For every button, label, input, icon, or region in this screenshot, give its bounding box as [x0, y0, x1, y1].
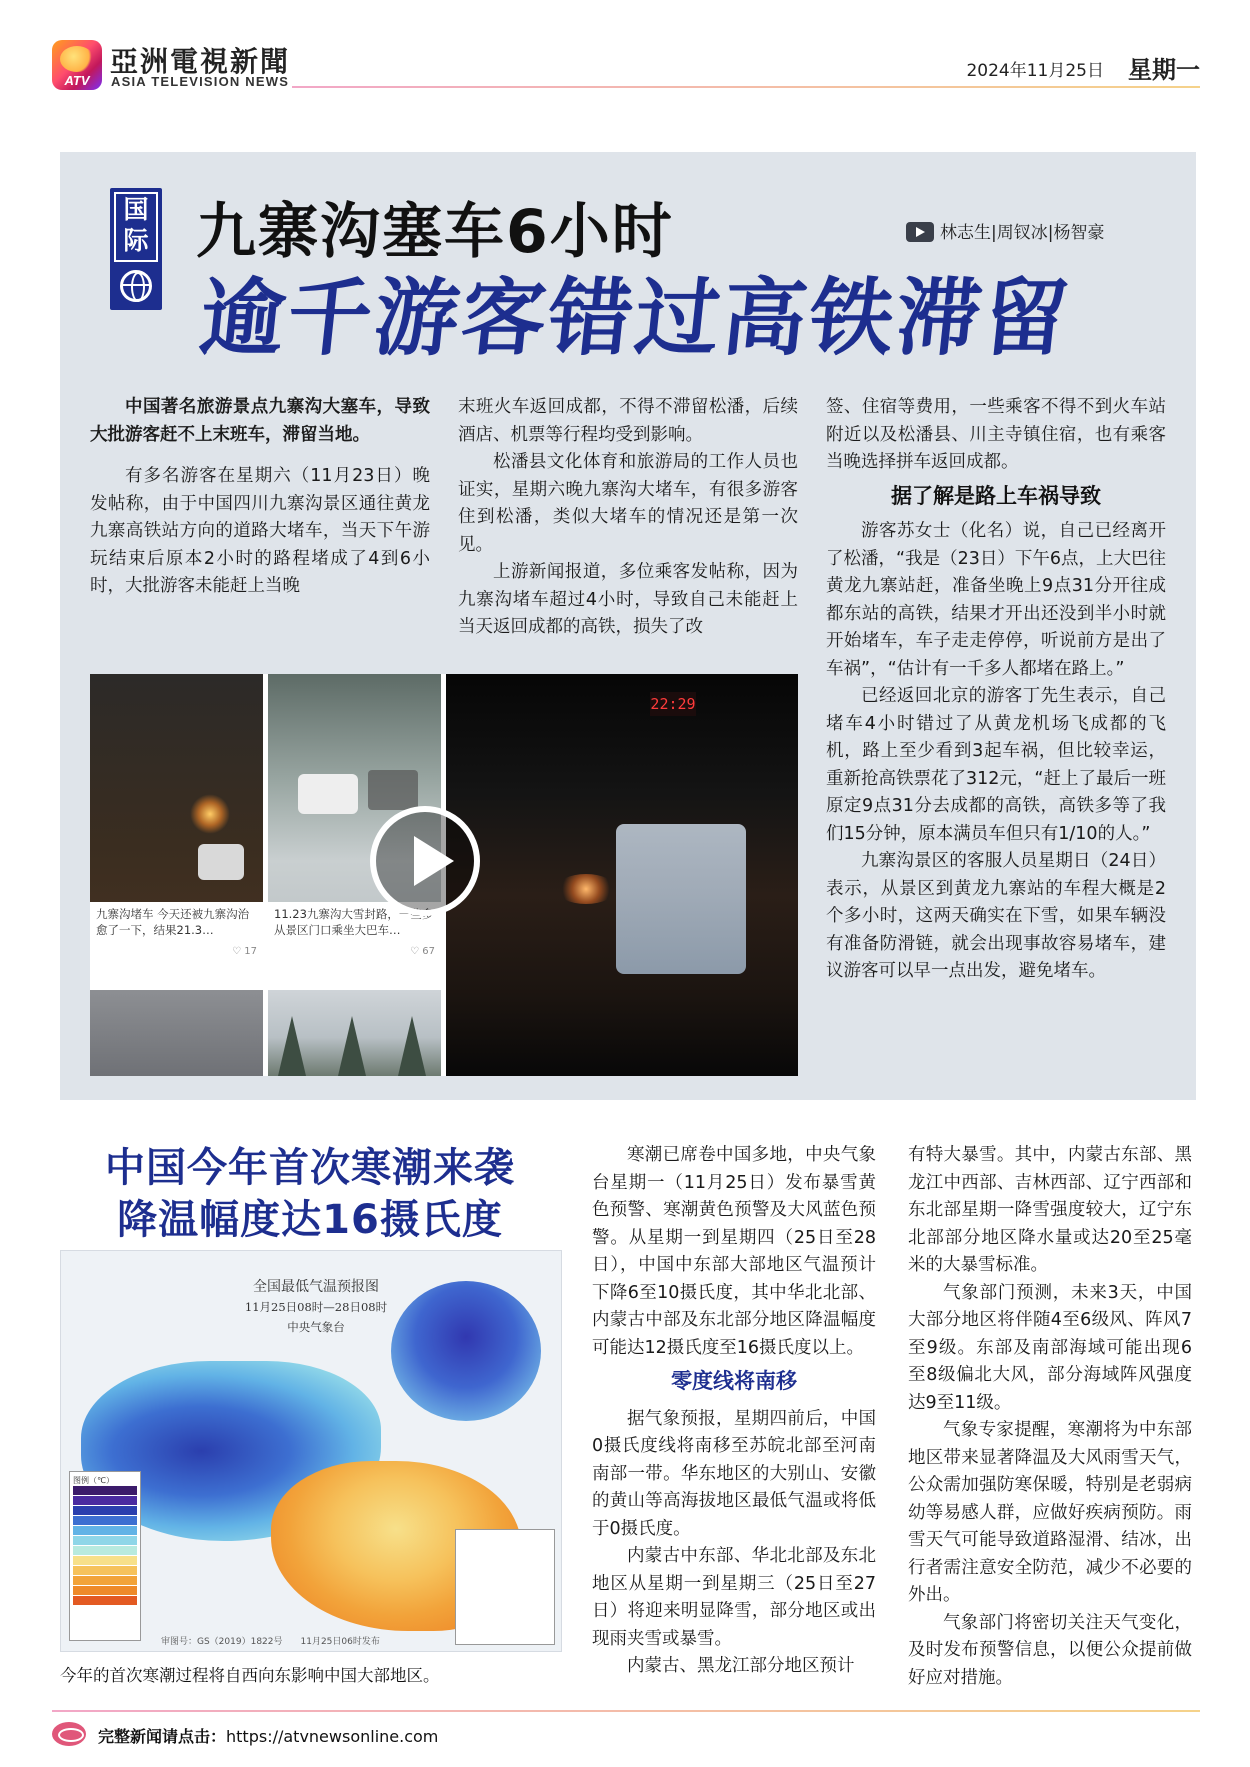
globe-link-icon	[52, 1722, 86, 1746]
headline-line-2: 逾千游客错过高铁滞留	[195, 269, 1076, 367]
caption-text: 11.23九寨沟大雪封路，一些多从景区门口乘坐大巴车…	[274, 907, 434, 937]
map-title-text: 全国最低气温预报图	[253, 1279, 379, 1295]
byline-authors: 林志生|周钗冰|杨智豪	[940, 223, 1105, 243]
play-icon[interactable]	[370, 806, 480, 916]
video-collage[interactable]	[90, 674, 798, 1076]
paragraph: 内蒙古中东部、华北北部及东北地区从星期一到星期三（25日至27日）将迎来明显降雪，部分地区或出现雨夹雪或暴雪。	[592, 1546, 876, 1649]
paragraph: 末班火车返回成都，不得不滞留松潘，后续酒店、机票等行程均受到影响。	[458, 397, 798, 445]
photo-bus-interior	[90, 990, 263, 1076]
footer-label: 完整新闻请点击：	[98, 1727, 227, 1746]
map-subtitle: 11月25日08时—28日08时	[244, 1300, 388, 1314]
headline-line-2: 降温幅度达16摄氏度	[117, 1197, 503, 1243]
globe-icon	[120, 270, 152, 302]
headline-line-1: 中国今年首次寒潮来袭	[105, 1145, 515, 1191]
map-source: 中央气象台	[287, 1320, 345, 1334]
article1-column-2	[458, 394, 798, 642]
subheading: 零度线将南移	[671, 1369, 797, 1393]
map-legend	[69, 1471, 141, 1641]
section-tag-label: 国际	[114, 192, 158, 262]
like-count: ♡ 67	[410, 946, 435, 957]
paragraph: 松潘县文化体育和旅游局的工作人员也证实，星期六晚九寨沟大堵车，有很多游客住到松潘，类似大堵车的情况还是第一次见。	[458, 452, 798, 555]
map-inset-south-china-sea	[455, 1529, 555, 1645]
paragraph: 游客苏女士（化名）说，自己已经离开了松潘，“我是（23日）下午6点，上大巴往黄龙九寨站赶，准备坐晚上9点31分开往成都东站的高铁，结果才开出还没到半小时就开始堵车，车子走走停停，听说前方是出了车祸”，“估计有一千多人都堵在路上。”	[826, 521, 1166, 679]
footer	[52, 1710, 1200, 1750]
lead-paragraph: 中国著名旅游景点九寨沟大塞车，导致大批游客赶不上末班车，滞留当地。	[90, 397, 430, 445]
issue-weekday: 星期一	[1128, 56, 1200, 84]
footer-link[interactable]	[98, 1724, 438, 1747]
paragraph: 上游新闻报道，多位乘客发帖称，因为九寨沟堵车超过4小时，导致自己未能赶上当天返回成都的高铁，损失了改	[458, 562, 798, 637]
headline-line-1: 九寨沟塞车6小时	[196, 197, 674, 267]
video-icon	[906, 222, 934, 242]
photo-snow-forest	[268, 990, 441, 1076]
paragraph: 有多名游客在星期六（11月23日）晚发帖称，由于中国四川九寨沟景区通往黄龙九寨高铁站方向的道路大堵车，当天下午游玩结束后原本2小时的路程堵成了4到6小时，大批游客未能赶上当晚	[90, 466, 430, 596]
footer-url[interactable]: https://atvnewsonline.com	[226, 1727, 439, 1746]
like-count: ♡ 17	[232, 946, 257, 957]
paragraph: 气象部门预测，未来3天，中国大部分地区将伴随4至6级风、阵风7至9级。东部及南部海域可能出现6至8级偏北大风，部分海域阵风强度达9至11级。	[908, 1282, 1192, 1413]
article2-column-2	[908, 1142, 1192, 1692]
masthead	[52, 40, 1200, 94]
brand-name-cn: 亞洲電視新聞	[110, 45, 291, 78]
article2-headline	[60, 1142, 560, 1246]
paragraph: 内蒙古、黑龙江部分地区预计	[627, 1656, 855, 1676]
section-tag-international	[110, 188, 162, 310]
footer-divider	[52, 1710, 1200, 1712]
header-divider	[292, 86, 1200, 88]
logo-text: ATV	[64, 73, 90, 88]
paragraph: 气象专家提醒，寒潮将为中东部地区带来显著降温及大风雨雪天气，公众需加强防寒保暖，特别是老弱病幼等易感人群，应做好疾病预防。雨雪天气可能导致道路湿滑、结冰，出行者需注意安全防范，减少不必要的外出。	[908, 1420, 1192, 1605]
caption-text: 九寨沟堵车 今天还被九寨沟治愈了一下，结果21.3…	[96, 907, 250, 937]
temperature-map	[60, 1250, 562, 1652]
paragraph: 寒潮已席卷中国多地，中央气象台星期一（11月25日）发布暴雪黄色预警、寒潮黄色预警及大风蓝色预警。从星期一到星期四（25日至28日），中国中东部大部地区气温预计下降6至10摄氏度，其中华北北部、内蒙古中部及东北部分地区降温幅度可能达12摄氏度至16摄氏度以上。	[592, 1145, 876, 1358]
paragraph: 有特大暴雪。其中，内蒙古东部、黑龙江中西部、吉林西部、辽宁西部和东北部星期一降雪强度较大，辽宁东北部部分地区降水量或达20至25毫米的大暴雪标准。	[908, 1145, 1192, 1275]
legend-title: 图例（℃）	[73, 1476, 114, 1485]
map-caption: 今年的首次寒潮过程将自西向东影响中国大部地区。	[60, 1666, 440, 1685]
bus-clock: 22:29	[650, 692, 696, 716]
photo-night-traffic	[90, 674, 263, 986]
map-footer: 审图号：GS（2019）1822号 11月25日06时发布	[161, 1637, 380, 1647]
post-caption	[90, 902, 263, 986]
issue-date: 2024年11月25日	[966, 61, 1104, 81]
subheading: 据了解是路上车祸导致	[891, 483, 1101, 508]
byline	[906, 218, 1104, 243]
paragraph: 据气象预报，星期四前后，中国0摄氏度线将南移至苏皖北部至河南南部一带。华东地区的大别山、安徽的黄山等高海拔地区最低气温或将低于0摄氏度。	[592, 1408, 876, 1539]
article1-column-3	[826, 394, 1166, 986]
brand-name-en: ASIA TELEVISION NEWS	[111, 74, 290, 89]
article2-column-1	[592, 1142, 876, 1681]
article-jiuzhaigou	[60, 152, 1196, 1100]
paragraph: 九寨沟景区的客服人员星期日（24日）表示，从景区到黄龙九寨站的车程大概是2个多小时，这两天确实在下雪，如果车辆没有准备防滑链，就会出现事故容易堵车，建议游客可以早一点出发，避免堵车。	[826, 851, 1166, 981]
article1-column-1	[90, 394, 430, 601]
atv-logo	[52, 40, 102, 90]
paragraph: 已经返回北京的游客丁先生表示，自己堵车4小时错过了从黄龙机场飞成都的飞机，路上至少看到3起车祸，但比较幸运，重新抢高铁票花了312元，“赶上了最后一班原定9点31分去成都的高铁，高铁多等了我们15分钟，原本满员车但只有1/10的人。”	[826, 686, 1166, 844]
photo-bus-night	[446, 674, 798, 1076]
map-title	[211, 1277, 421, 1337]
paragraph: 签、住宿等费用，一些乘客不得不到火车站附近以及松潘县、川主寺镇住宿，也有乘客当晚选择拼车返回成都。	[826, 397, 1166, 472]
paragraph: 气象部门将密切关注天气变化，及时发布预警信息，以便公众提前做好应对措施。	[908, 1612, 1192, 1688]
